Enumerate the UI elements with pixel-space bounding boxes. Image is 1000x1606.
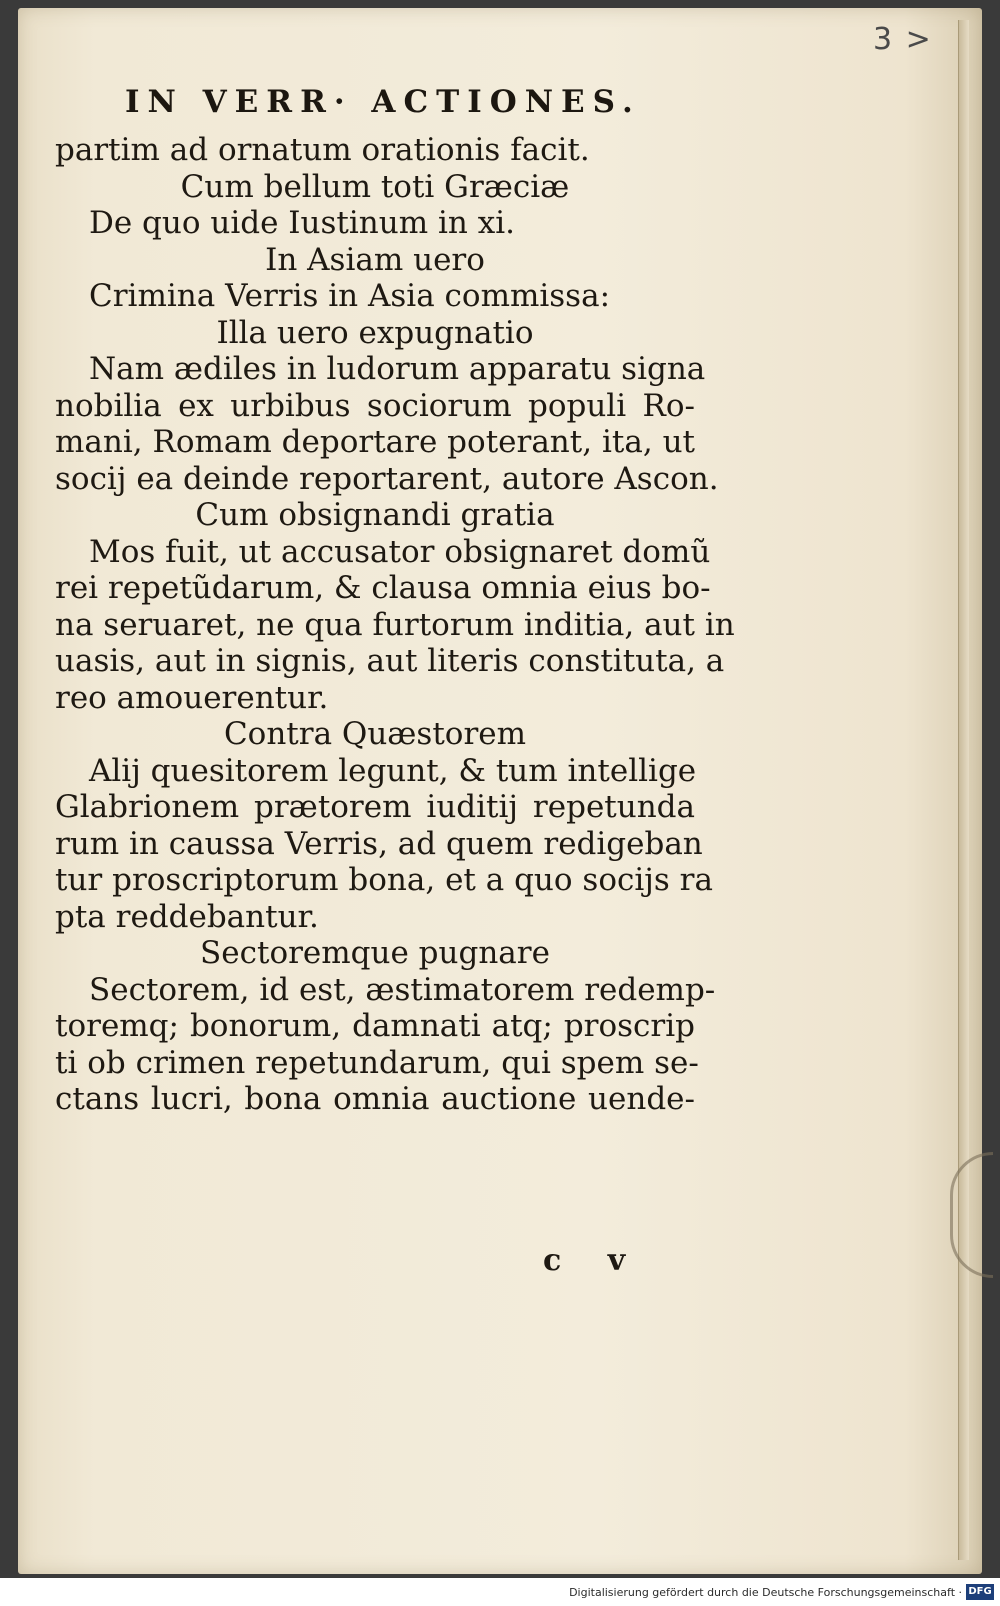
text-line: Sectoremque pugnare [200, 935, 550, 971]
text-line: Sectorem, id est, æstimatorem redemp- [89, 971, 716, 1008]
text-block [55, 132, 735, 1118]
text-line: Contra Quæstorem [223, 716, 527, 752]
folio-number: 3 > [873, 22, 933, 57]
text-line: Crimina Verris in Asia commissa: [89, 278, 611, 314]
text-line: socij ea deinde reportarent, autore Ascon. [55, 460, 719, 497]
text-line: mani, Romam deportare poterant, ita, ut [55, 424, 695, 460]
text-line: ctans lucri, bona omnia auctione uende- [55, 1081, 695, 1117]
text-line: In Asiam uero [265, 241, 485, 278]
text-line: ti ob crimen repetundarum, qui spem se- [55, 1044, 699, 1081]
text-line: partim ad ornatum orationis facit. [55, 132, 590, 168]
text-line: uasis, aut in signis, aut literis constituta, a [55, 643, 725, 679]
text-line: tur proscriptorum bona, et a quo socijs ra [55, 862, 713, 898]
text-line: Glabrionem prætorem iuditij repetunda [55, 789, 695, 825]
text-line: Cum obsignandi gratia [195, 497, 555, 533]
text-line: Illa uero expugnatio [216, 314, 534, 351]
text-line: nobilia ex urbibus sociorum populi Ro- [55, 387, 695, 424]
text-line: pta reddebantur. [55, 898, 319, 935]
text-line: rei repetũdarum, & clausa omnia eius bo- [55, 570, 711, 606]
signature-mark: c v [543, 1243, 644, 1278]
text-line: Alij quesitorem legunt, & tum intellige [89, 752, 697, 789]
text-line: toremq; bonorum, damnati atq; proscrip [55, 1008, 695, 1044]
funding-credit: Digitalisierung gefördert durch die Deutsche Forschungsgemeinschaft · [569, 1586, 962, 1599]
page-clip [950, 1152, 993, 1278]
text-line: De quo uide Iustinum in xi. [89, 205, 515, 241]
footer-bar [0, 1580, 1000, 1606]
running-head: IN VERR· ACTIONES. [125, 84, 641, 120]
text-line: rum in caussa Verris, ad quem redigeban [55, 825, 703, 862]
text-line: Nam ædiles in ludorum apparatu signa [89, 351, 706, 387]
text-line: Mos fuit, ut accusator obsignaret domũ [89, 533, 711, 570]
text-line: Cum bellum toti Græciæ [180, 168, 570, 205]
page-edge [958, 20, 969, 1560]
text-line: reo amouerentur. [55, 679, 329, 716]
text-line: na seruaret, ne qua furtorum inditia, aut in [55, 606, 735, 643]
dfg-logo-icon: DFG [966, 1584, 994, 1600]
